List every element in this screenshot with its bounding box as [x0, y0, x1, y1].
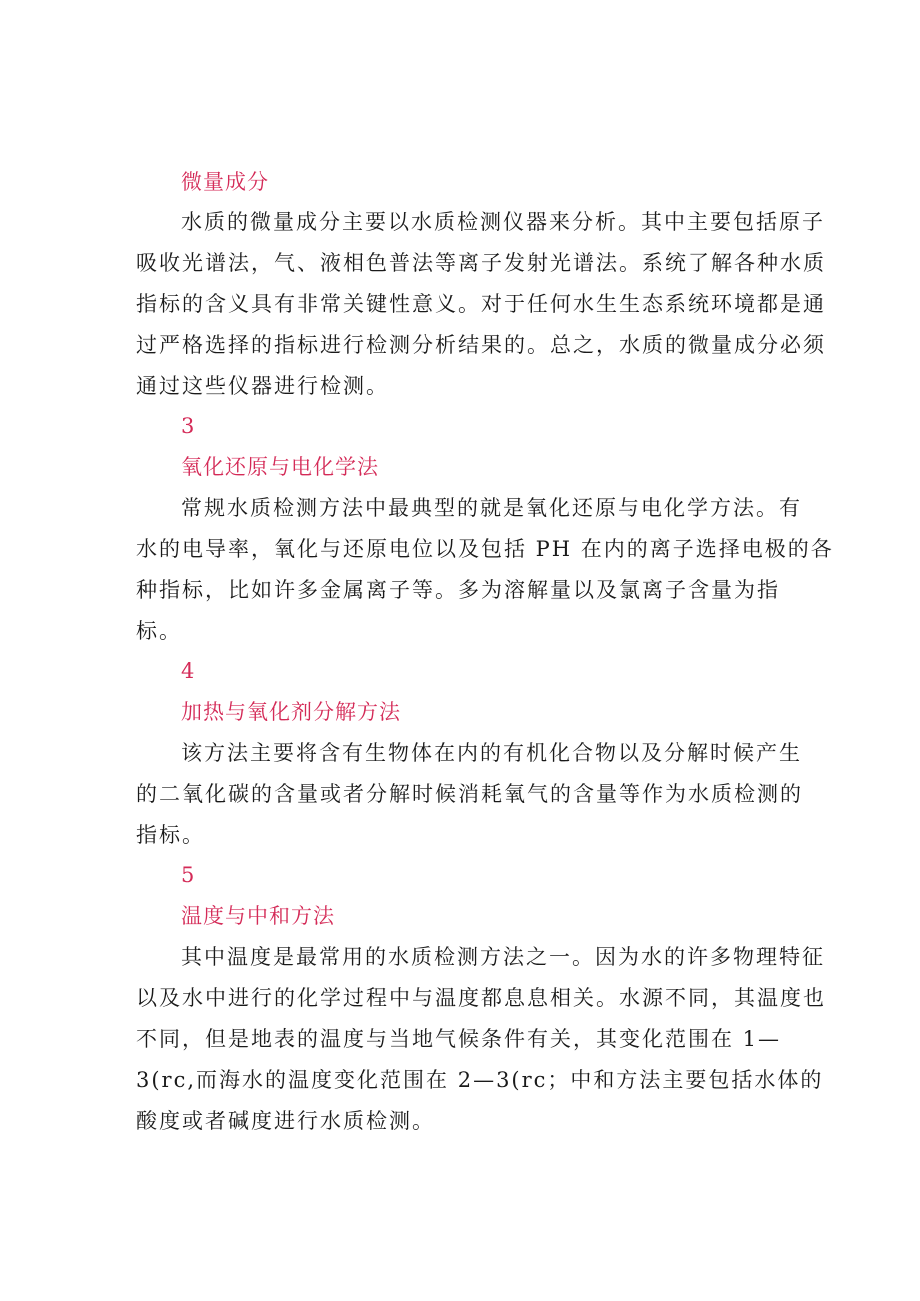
- section-heading-temperature-neutralization: 温度与中和方法: [181, 904, 335, 928]
- paragraph-line: 指标。: [136, 823, 205, 847]
- paragraph-line: 其中温度是最常用的水质检测方法之一。因为水的许多物理特征: [181, 945, 825, 969]
- paragraph-line: 该方法主要将含有生物体在内的有机化合物以及分解时候产生: [181, 741, 802, 765]
- paragraph-line: 酸度或者碱度进行水质检测。: [136, 1109, 435, 1133]
- paragraph-line: 吸收光谱法，气、液相色普法等离子发射光谱法。系统了解各种水质: [136, 251, 826, 275]
- paragraph-line: 过严格选择的指标进行检测分析结果的。总之，水质的微量成分必须: [136, 333, 826, 357]
- paragraph-line: 指标的含义具有非常关键性意义。对于任何水生生态系统环境都是通: [136, 292, 826, 316]
- paragraph-line: 3(rc,而海水的温度变化范围在 2—3(rc；中和方法主要包括水体的: [136, 1068, 824, 1092]
- paragraph-line: 水质的微量成分主要以水质检测仪器来分析。其中主要包括原子: [181, 210, 825, 234]
- paragraph-line: 以及水中进行的化学过程中与温度都息息相关。水源不同，其温度也: [136, 986, 826, 1010]
- paragraph-line: 种指标，比如许多金属离子等。多为溶解量以及氯离子含量为指: [136, 578, 780, 602]
- paragraph-line: 标。: [136, 619, 182, 643]
- section-heading-redox-electrochemistry: 氧化还原与电化学法: [181, 455, 379, 479]
- section-heading-heating-oxidant: 加热与氧化剂分解方法: [181, 700, 401, 724]
- section-number: 5: [181, 863, 195, 887]
- paragraph-line: 水的电导率，氧化与还原电位以及包括 PH 在内的离子选择电极的各: [136, 537, 834, 561]
- paragraph-line: 的二氧化碳的含量或者分解时候消耗氧气的含量等作为水质检测的: [136, 782, 803, 806]
- paragraph-line: 常规水质检测方法中最典型的就是氧化还原与电化学方法。有: [181, 496, 802, 520]
- section-number: 4: [181, 659, 195, 683]
- section-number: 3: [181, 414, 195, 438]
- paragraph-line: 不同，但是地表的温度与当地气候条件有关，其变化范围在 1—: [136, 1027, 782, 1051]
- section-heading-trace-components: 微量成分: [181, 170, 269, 194]
- paragraph-line: 通过这些仪器进行检测。: [136, 374, 389, 398]
